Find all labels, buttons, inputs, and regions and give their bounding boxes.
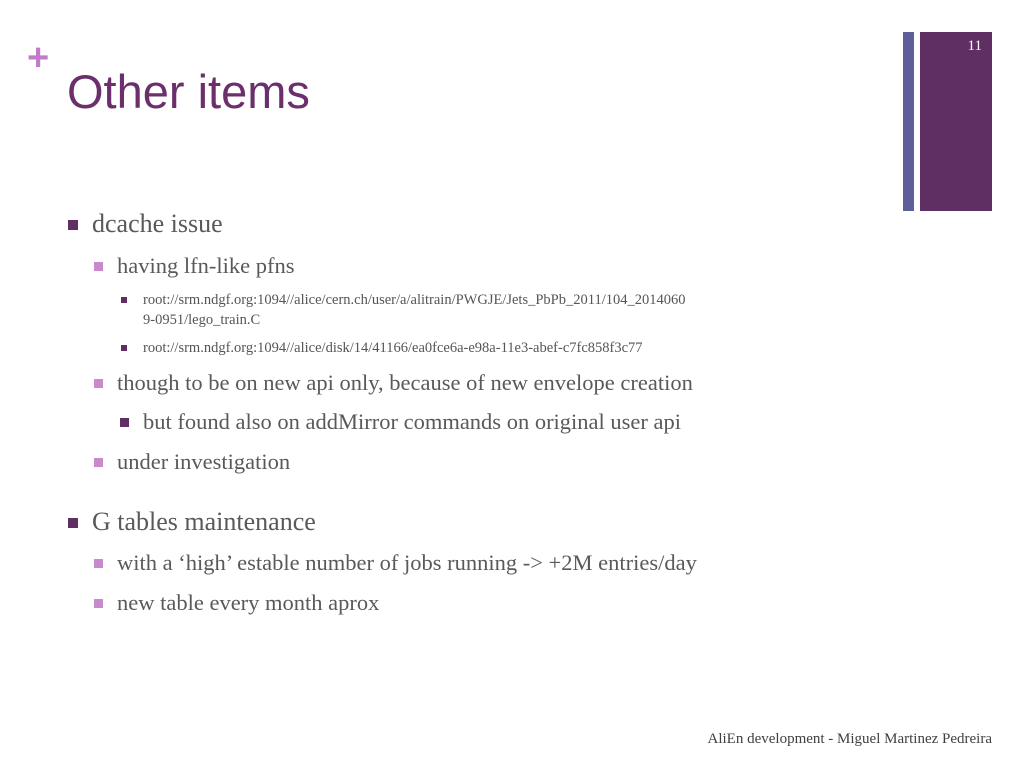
bullet-text: having lfn-like pfns — [117, 253, 295, 278]
square-bullet-icon — [68, 518, 78, 528]
bullet-new-table-month — [117, 590, 379, 616]
slide-number: 11 — [967, 38, 982, 54]
square-bullet-icon — [94, 599, 103, 608]
bullet-text: with a ‘high’ estable number of jobs running -> +2M entries/day — [117, 550, 697, 575]
bullet-pfn-example-1 — [143, 289, 685, 311]
square-bullet-icon — [121, 297, 127, 303]
bullet-pfn-example-2 — [143, 337, 643, 359]
square-bullet-icon — [120, 418, 129, 427]
square-bullet-icon — [94, 458, 103, 467]
bullet-text: but found also on addMirror commands on original user api — [143, 409, 682, 434]
square-bullet-icon — [94, 262, 103, 271]
bullet-pfn-example-1-continued — [143, 309, 260, 331]
slide-title: Other items — [67, 65, 310, 118]
bullet-dcache-issue — [92, 209, 223, 239]
bullet-lfn-like-pfns — [117, 253, 294, 279]
bullet-text: root://srm.ndgf.org:1094//alice/cern.ch/user/a/alitrain/PWGJE/Jets_PbPb_2011/104_2014060 — [143, 292, 686, 308]
square-bullet-icon — [121, 345, 127, 351]
bullet-under-investigation — [117, 449, 290, 475]
bullet-text: G tables maintenance — [92, 507, 316, 536]
slide-footer: AliEn development - Miguel Martinez Pedreira — [707, 731, 992, 747]
bullet-new-api — [117, 370, 693, 396]
plus-icon: + — [27, 37, 50, 79]
bullet-text: under investigation — [117, 449, 291, 474]
bullet-text: 9-0951/lego_train.C — [143, 312, 261, 328]
square-bullet-icon — [94, 559, 103, 568]
bullet-addmirror — [143, 409, 681, 435]
bullet-text: root://srm.ndgf.org:1094//alice/disk/14/41166/ea0fce6a-e98a-11e3-abef-c7fc858f3c77 — [143, 340, 643, 356]
square-bullet-icon — [68, 220, 78, 230]
bullet-g-tables — [92, 507, 316, 537]
bullet-text: though to be on new api only, because of new envelope creation — [117, 370, 693, 395]
square-bullet-icon — [94, 379, 103, 388]
bullet-high-jobs — [117, 550, 697, 576]
bullet-text: dcache issue — [92, 209, 223, 238]
bullet-text: new table every month aprox — [117, 590, 380, 615]
